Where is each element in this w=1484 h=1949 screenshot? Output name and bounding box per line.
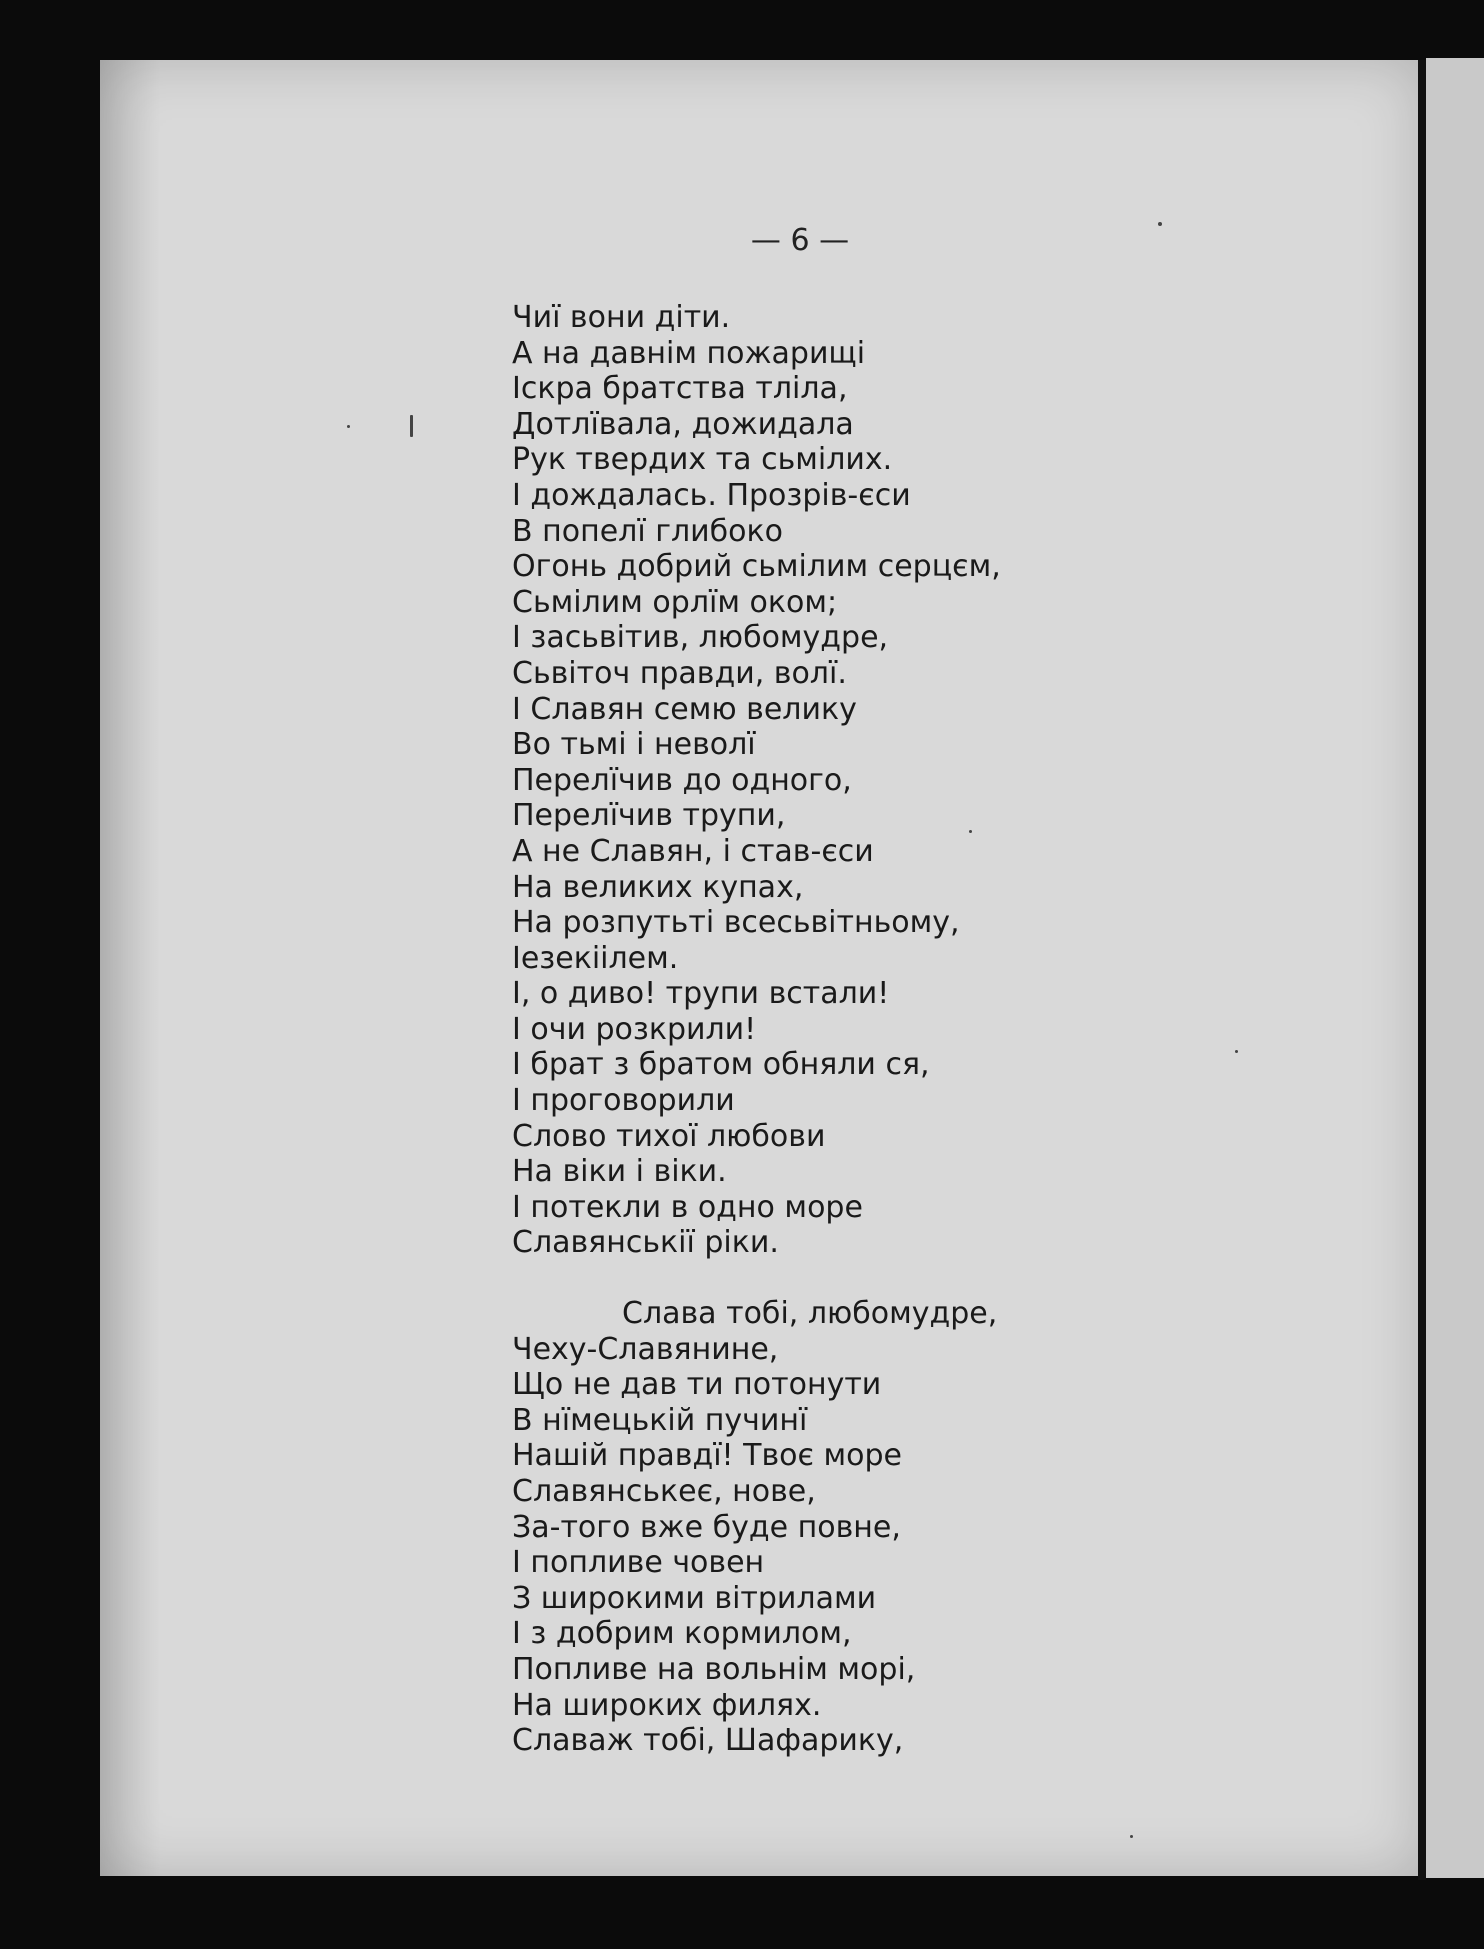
poem-line: Огонь добрий сьмілим серцєм, — [512, 549, 1001, 585]
scan-speck — [1158, 222, 1162, 226]
poem-line: І потекли в одно море — [512, 1189, 863, 1225]
poem-line: І попливе човен — [512, 1545, 765, 1581]
poem-line: І брат з братом обняли ся, — [512, 1047, 930, 1083]
poem-line: Чеху-Славянине, — [512, 1331, 779, 1367]
stanza-2 — [512, 1296, 1152, 1759]
poem-line: І очи розкрили! — [512, 1011, 757, 1047]
scan-speck — [1235, 1050, 1238, 1053]
poem-text — [512, 300, 1152, 1759]
poem-line: Іскра братства тліла, — [512, 371, 848, 407]
poem-line: Слава тобі, любомудре, — [622, 1296, 998, 1332]
scan-speck — [410, 415, 413, 437]
poem-line: В попелї глибоко — [512, 513, 783, 549]
poem-line: Сьвіточ правди, волї. — [512, 655, 847, 691]
poem-line: Що не дав ти потонути — [512, 1367, 882, 1403]
poem-line: А на давнім пожарищі — [512, 335, 866, 371]
poem-line: На широких филях. — [512, 1687, 822, 1723]
poem-line: Во тьмі і неволї — [512, 727, 756, 763]
poem-line: Дотлївала, дожидала — [512, 406, 854, 442]
scan-speck — [1130, 1835, 1133, 1838]
poem-line: Перелїчив до одного, — [512, 762, 852, 798]
poem-line: На розпутьті всесьвітньому, — [512, 905, 960, 941]
poem-line: Сьмілим орлїм оком; — [512, 584, 838, 620]
poem-line: Чиї вони діти. — [512, 300, 731, 335]
poem-line: На великих купах, — [512, 869, 804, 905]
scan-speck — [347, 425, 350, 428]
poem-line: А не Славян, і став-єси — [512, 833, 874, 869]
poem-line: І дождалась. Прозрів-єси — [512, 477, 911, 513]
poem-line: Славянськії ріки. — [512, 1225, 779, 1261]
poem-line: Рук твердих та сьмілих. — [512, 442, 893, 478]
poem-line: Слово тихої любови — [512, 1118, 826, 1154]
poem-line: Нашій правдї! Твоє море — [512, 1438, 902, 1474]
poem-line: За-того вже буде повне, — [512, 1509, 901, 1545]
page-number: — 6 — — [750, 223, 850, 258]
poem-line: Попливе на вольнім морі, — [512, 1651, 916, 1687]
poem-line: І засьвітив, любомудре, — [512, 620, 889, 656]
adjacent-page-edge — [1426, 58, 1484, 1878]
poem-line: Славянськеє, нове, — [512, 1474, 816, 1509]
poem-line: Іезекіілем. — [512, 940, 679, 976]
poem-line: З широкими вітрилами — [512, 1580, 877, 1616]
poem-line: Славаж тобі, Шафарику, — [512, 1723, 904, 1759]
scan-speck — [969, 830, 972, 833]
poem-line: На віки і віки. — [512, 1154, 727, 1190]
poem-line: І проговорили — [512, 1083, 735, 1119]
page-spine — [1418, 60, 1426, 1880]
poem-line: В нїмецькій пучинї — [512, 1402, 808, 1438]
poem-line: І з добрим кормилом, — [512, 1616, 852, 1652]
poem-line: І Славян семю велику — [512, 691, 857, 727]
poem-line: І, о диво! трупи встали! — [512, 976, 890, 1012]
poem-line: Перелїчив трупи, — [512, 798, 786, 834]
stanza-1 — [512, 300, 1152, 1261]
